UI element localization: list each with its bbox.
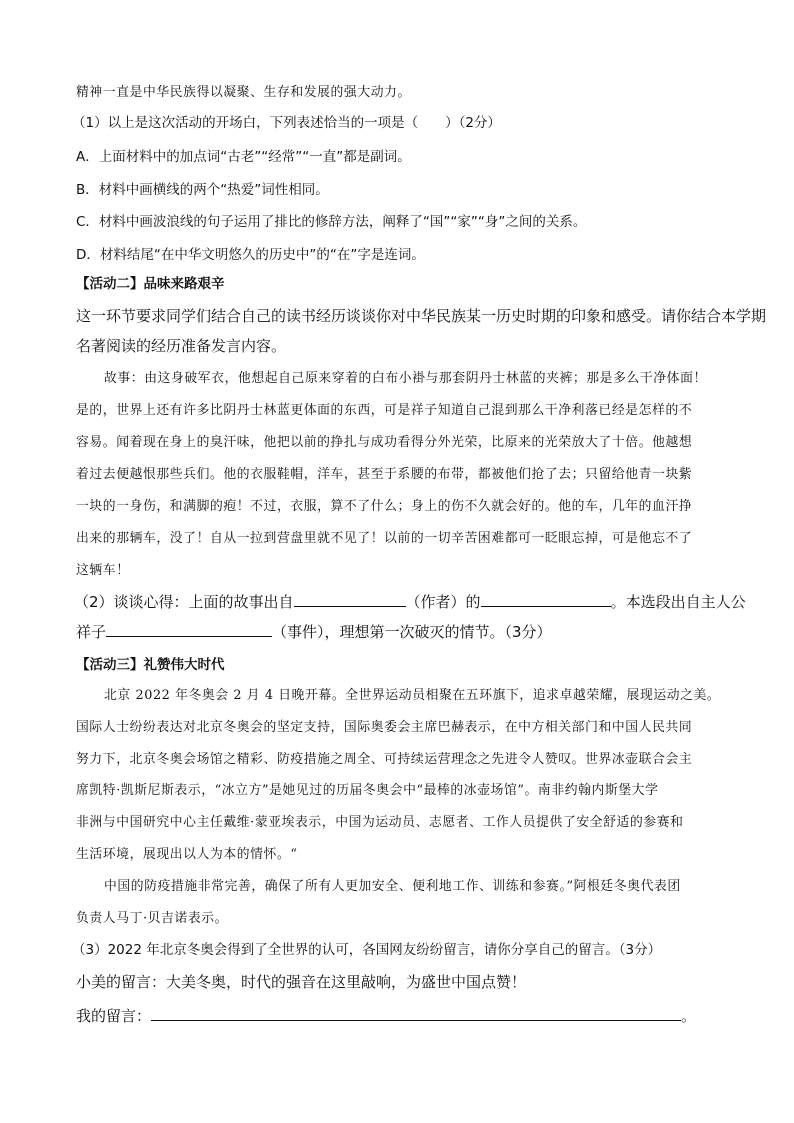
q1-option-d: D．材料结尾“在中华文明悠久的历史中”的“在”字是连词。 xyxy=(76,247,425,263)
story-line: 出来的那辆车，没了！自从一拉到营盘里就不见了！以前的一切辛苦困难都可一眨眼忘掉，可是他忘不了 xyxy=(76,531,693,546)
my-message-line xyxy=(76,1006,696,1026)
passage-line: 生活环境，展现出以人为本的情怀。“ xyxy=(76,847,298,862)
q2-event-blank[interactable] xyxy=(106,622,272,637)
my-message-end: 。 xyxy=(681,1007,697,1025)
passage-line: 北京 2022 年冬奥会 2 月 4 日晚开幕。全世界运动员相聚在五环旗下，追求卓越荣耀，展现运动之美。 xyxy=(104,688,721,703)
q1-option-a: A．上面材料中的加点词“古老”“经常”“一直”都是副词。 xyxy=(76,149,411,165)
q2-work-blank[interactable] xyxy=(481,592,611,607)
q2-text: （2）谈谈心得：上面的故事出自 xyxy=(74,593,294,611)
q3-stem: （3）2022 年北京冬奥会得到了全世界的认可，各国网友纷纷留言，请你分享自己的留言。（3分） xyxy=(72,942,662,958)
activity2-title: 【活动二】品味来路艰辛 xyxy=(76,276,225,292)
q2-text: 。本选段出自主人公 xyxy=(610,593,746,611)
q2-text: （作者）的 xyxy=(405,593,481,611)
story-line: 容易。闻着现在身上的臭汗味，他把以前的挣扎与成功看得分外光荣，比原来的光荣放大了十倍。他越想 xyxy=(76,435,693,450)
q1-stem: （1）以上是这次活动的开场白，下列表述恰当的一项是（ ）（2分） xyxy=(72,115,501,131)
passage-line: 国际人士纷纷表达对北京冬奥会的坚定支持，国际奥委会主席巴赫表示，在中方相关部门和中国人民共同 xyxy=(76,720,693,735)
q1-option-c: C．材料中画波浪线的句子运用了排比的修辞方法，阐释了“国”“家”“身”之间的关系。 xyxy=(76,214,587,230)
passage-line: 非洲与中国研究中心主任戴维·蒙亚埃表示，中国为运动员、志愿者、工作人员提供了安全舒适的参赛和 xyxy=(76,815,684,830)
q2-line-1 xyxy=(74,592,746,612)
story-line: 一块的一身伤，和满脚的疱！不过，衣服，算不了什么；身上的伤不久就会好的。他的车，几年的血汗挣 xyxy=(76,499,693,514)
q1-option-b: B．材料中画横线的两个“热爱”词性相同。 xyxy=(76,182,329,198)
passage-line: 席凯特·凯斯尼斯表示，“冰立方”是她见过的历届冬奥会中“最棒的冰壶场馆”。南非约翰内斯堡大学 xyxy=(76,783,659,798)
activity2-instruction-line: 这一环节要求同学们结合自己的读书经历谈谈你对中华民族某一历史时期的印象和感受。请你结合本学期 xyxy=(76,307,767,325)
q2-line-2 xyxy=(76,622,552,642)
story-line: 是的，世界上还有许多比阴丹士林蓝更体面的东西，可是祥子知道自己混到那么干净利落已经是怎样的不 xyxy=(76,403,693,418)
intro-tail: 精神一直是中华民族得以凝聚、生存和发展的强大动力。 xyxy=(76,85,411,100)
passage-line: 努力下，北京冬奥会场馆之精彩、防疫措施之周全、可持续运营理念之先进令人赞叹。世界冰壶联合会主 xyxy=(76,752,693,767)
story-line: 这辆车！ xyxy=(76,563,130,578)
story-line: 故事：由这身破军衣，他想起自己原来穿着的白布小褂与那套阴丹士林蓝的夹裤；那是多么干净体面！ xyxy=(104,371,707,386)
my-message-label: 我的留言： xyxy=(76,1007,152,1025)
passage-line: 负责人马丁·贝吉诺表示。 xyxy=(76,911,229,926)
activity3-title: 【活动三】礼赞伟大时代 xyxy=(76,657,225,673)
q2-author-blank[interactable] xyxy=(294,592,406,607)
story-line: 着过去便越恨那些兵们。他的衣服鞋帽，洋车，甚至于系腰的布带，都被他们抢了去；只留给他青一块紫 xyxy=(76,467,693,482)
q2-text: 祥子 xyxy=(76,623,107,641)
xiaomei-message: 小美的留言：大美冬奥，时代的强音在这里敲响，为盛世中国点赞！ xyxy=(76,973,527,991)
q2-text: （事件），理想第一次破灭的情节。（3分） xyxy=(272,623,552,641)
passage-line: 中国的防疫措施非常完善，确保了所有人更加安全、便利地工作、训练和参赛。”阿根廷冬奥代表团 xyxy=(104,879,681,894)
activity2-instruction-line: 名著阅读的经历准备发言内容。 xyxy=(76,337,287,355)
my-message-blank[interactable] xyxy=(151,1006,681,1021)
